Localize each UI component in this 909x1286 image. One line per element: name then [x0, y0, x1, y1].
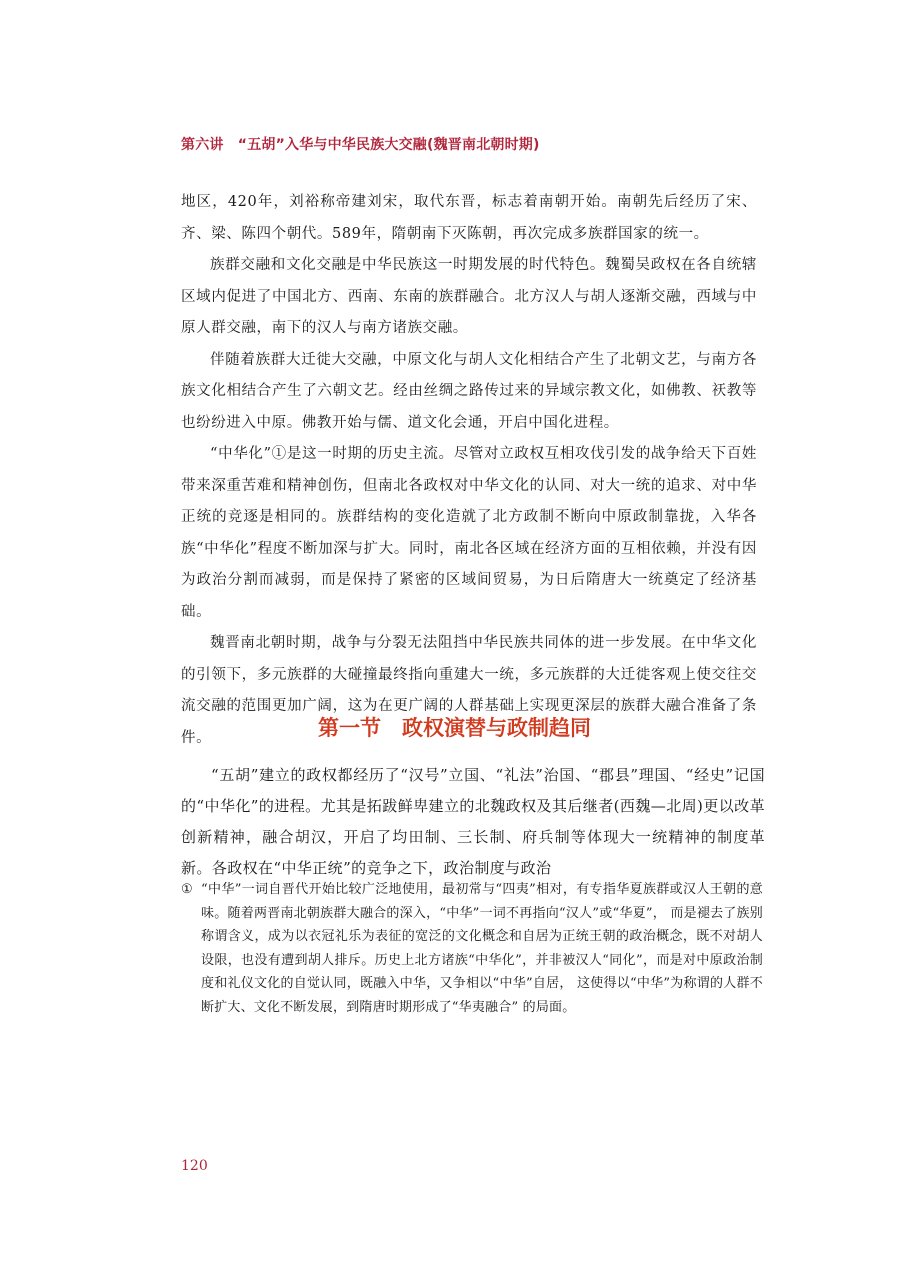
section-title: 第一节 政权演替与政制趋同: [318, 716, 591, 740]
section-paragraph: “五胡”建立的政权都经历了“汉号”立国、“礼法”治国、“郡县”理国、“经史”记国的“中华化”的进程。尤其是拓跋鲜卑建立的北魏政权及其后继者(西魏—北周)更以改革创新精神，融合胡汉，开启了均田制、三长制、府兵制等体现大一统精神的制度革新。各政权在“中华正统”的竞争之下，政治制度与政治: [181, 766, 766, 877]
paragraph-conclusion: 魏晋南北朝时期，战争与分裂无法阻挡中华民族共同体的进一步发展。在中华文化的引领下，多元族群的大碰撞最终指向重建大一统，多元族群的大迁徙客观上使交往交流交融的范围更加广阔，这为在更广阔的人群基础上实现更深层的族群大融合准备了条件。: [181, 635, 757, 746]
paragraph-ethnic-fusion: 族群交融和文化交融是中华民族这一时期发展的时代特色。魏蜀吴政权在各自统辖区域内促进了中国北方、西南、东南的族群融合。北方汉人与胡人逐渐交融，西域与中原人群交融，南下的汉人与南方诸族交融。: [181, 257, 757, 336]
paragraph-sinicization: “中华化”①是这一时期的历史主流。尽管对立政权互相攻伐引发的战争给天下百姓带来深重苦难和精神创伤，但南北各政权对中华文化的认同、对大一统的追求、对中华正统的竞逐是相同的。族群结构的变化造就了北方政制不断向中原政制靠拢，入华各族“中华化”程度不断加深与扩大。同时，南北各区域在经济方面的互相依赖，并没有因为政治分割而减弱，而是保持了紧密的区域间贸易，为日后隋唐大一统奠定了经济基础。: [181, 446, 757, 620]
footnote: [181, 878, 763, 1019]
section-body: [181, 760, 765, 884]
footnote-text: “中华”一词自晋代开始比较广泛地使用，最初常与“四夷”相对，有专指华夏族群或汉人王朝的意味。随着两晋南北朝族群大融合的深入，“中华”一词不再指向“汉人”或“华夏”， 而是褪去了族别称谓含义，成为以衣冠礼乐为表征的宽泛的文化概念和自居为正统王朝的政治概念，既不对胡人设限，也没有遭到胡人排斥。历史上北方诸族“中华化”，并非被汉人“同化”，而是对中原政治制度和礼仪文化的自觉认同，既融入中华，又争相以“中华”自居， 这使得以“中华”为称谓的人群不断扩大、文化不断发展，到隋唐时期形成了“华夷融合” 的局面。: [201, 882, 763, 1015]
paragraph-continuation: 地区，420年，刘裕称帝建刘宋，取代东晋，标志着南朝开始。南朝先后经历了宋、 齐、梁、陈四个朝代。589年，隋朝南下灭陈朝，再次完成多族群国家的统一。: [181, 194, 757, 242]
running-head-title: 第六讲 “五胡”入华与中华民族大交融(魏晋南北朝时期): [181, 137, 540, 153]
footnote-marker: ①: [181, 882, 193, 897]
paragraph-culture-arts: 伴随着族群大迁徙大交融，中原文化与胡人文化相结合产生了北朝文艺，与南方各族文化相结合产生了六朝文艺。经由丝绸之路传过来的异域宗教文化，如佛教、祆教等也纷纷进入中原。佛教开始与儒、道文化会通，开启中国化进程。: [181, 351, 757, 431]
body-text: [181, 187, 757, 754]
page-number: 120: [181, 1158, 208, 1174]
